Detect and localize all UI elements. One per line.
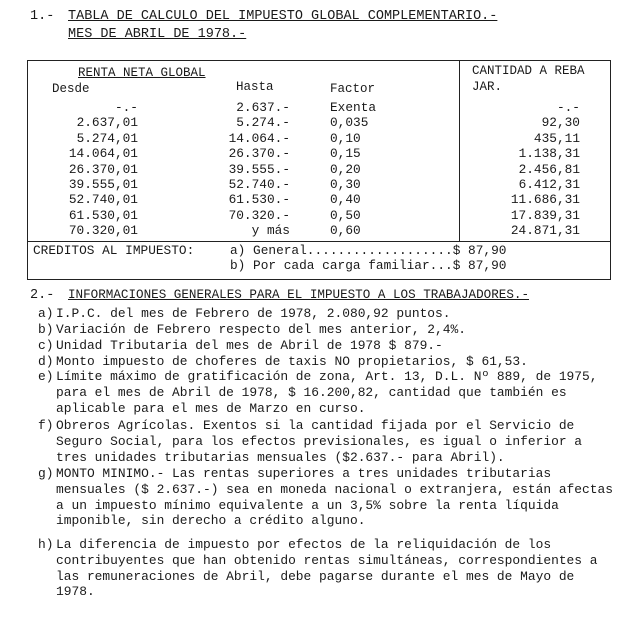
row-rebajar: 17.839,31 bbox=[510, 207, 580, 223]
info-item-text: Variación de Febrero respecto del mes anterior, 2,4%. bbox=[56, 322, 466, 337]
row-desde: 2.637,01 bbox=[76, 115, 138, 131]
section1-title-line2: MES DE ABRIL DE 1978.- bbox=[68, 27, 247, 42]
info-item-label: e) bbox=[38, 369, 54, 384]
row-rebajar: 1.138,31 bbox=[518, 146, 580, 162]
info-item-label: b) bbox=[38, 322, 54, 337]
row-hasta: 61.530.- bbox=[228, 192, 290, 208]
section1-title-line1: TABLA DE CALCULO DEL IMPUESTO GLOBAL COMPLEMENTARIO.- bbox=[68, 9, 498, 24]
info-item-label: c) bbox=[38, 338, 54, 353]
row-rebajar: 2.456,81 bbox=[518, 161, 580, 177]
row-hasta: 70.320.- bbox=[228, 207, 290, 223]
row-desde: 5.274,01 bbox=[76, 130, 138, 146]
info-item bbox=[38, 537, 618, 600]
row-rebajar: 11.686,31 bbox=[510, 192, 580, 208]
row-factor: 0,15 bbox=[330, 146, 361, 162]
row-factor: 0,035 bbox=[330, 115, 369, 131]
info-item bbox=[38, 418, 618, 465]
row-factor: 0,20 bbox=[330, 161, 361, 177]
row-desde: 39.555,01 bbox=[68, 177, 138, 192]
row-desde: 61.530,01 bbox=[68, 207, 138, 223]
row-rebajar: 435,11 bbox=[533, 130, 580, 146]
info-item bbox=[38, 369, 618, 416]
row-rebajar: 92,30 bbox=[541, 115, 580, 131]
row-factor: 0,40 bbox=[330, 192, 361, 208]
info-item-label: g) bbox=[38, 466, 54, 481]
info-item-text: Monto impuesto de choferes de taxis NO propietarios, $ 61,53. bbox=[56, 354, 528, 369]
credito-carga-familiar: b) Por cada carga familiar...$ 87,90 bbox=[230, 258, 507, 273]
info-item bbox=[38, 322, 618, 338]
row-hasta: 26.370.- bbox=[228, 146, 290, 162]
row-hasta: 2.637.- bbox=[236, 100, 290, 115]
row-factor: 0,10 bbox=[330, 130, 361, 146]
info-item bbox=[38, 306, 618, 322]
table-column-rule bbox=[459, 60, 460, 241]
section2-number: 2.- bbox=[30, 288, 55, 303]
credito-general: a) General...................$ 87,90 bbox=[230, 243, 507, 258]
table-right-rule bbox=[610, 60, 611, 280]
header-cantidad-rebajar-2: JAR. bbox=[472, 80, 503, 94]
info-item-text: La diferencia de impuesto por efectos de la reliquidación de los contribuyentes que han obtenido rentas simultáneas, correspondientes a las remuneraciones de Abril, debe pagarse durante el mes de Mayo de 1978. bbox=[56, 537, 598, 600]
info-item-text: Unidad Tributaria del mes de Abril de 1978 $ 879.- bbox=[56, 338, 443, 353]
table-top-rule bbox=[27, 60, 611, 61]
row-desde: -.- bbox=[114, 100, 138, 115]
header-hasta: Hasta bbox=[236, 80, 274, 94]
row-hasta: 52.740.- bbox=[228, 177, 290, 192]
header-cantidad-rebajar-1: CANTIDAD A REBA bbox=[472, 64, 585, 78]
creditos-label: CREDITOS AL IMPUESTO: bbox=[33, 243, 195, 258]
header-desde: Desde bbox=[52, 82, 90, 96]
header-factor: Factor bbox=[330, 82, 376, 96]
info-item-label: h) bbox=[38, 537, 54, 552]
row-desde: 70.320,01 bbox=[68, 223, 138, 239]
info-item-label: f) bbox=[38, 418, 54, 433]
table-bottom-rule bbox=[27, 279, 611, 280]
row-hasta: 5.274.- bbox=[236, 115, 290, 131]
info-item-text: Obreros Agrícolas. Exentos si la cantidad fijada por el Servicio de Seguro Social, para los efectos previsionales, es igual o inferior a tres unidades tributarias mensuales ($2.637.- para Abril). bbox=[56, 418, 583, 465]
row-rebajar: 6.412,31 bbox=[518, 177, 580, 192]
info-item bbox=[38, 466, 618, 529]
row-factor: 0,50 bbox=[330, 207, 361, 223]
row-hasta: 39.555.- bbox=[228, 161, 290, 177]
section1-number: 1.- bbox=[30, 9, 55, 24]
row-desde: 26.370,01 bbox=[68, 161, 138, 177]
info-item-label: a) bbox=[38, 306, 54, 321]
row-desde: 14.064,01 bbox=[68, 146, 138, 162]
row-factor: Exenta bbox=[330, 100, 377, 115]
header-renta-neta-global: RENTA NETA GLOBAL bbox=[78, 66, 206, 80]
info-item-text: I.P.C. del mes de Febrero de 1978, 2.080,92 puntos. bbox=[56, 306, 451, 321]
row-rebajar: -.- bbox=[556, 100, 580, 115]
row-desde: 52.740,01 bbox=[68, 192, 138, 208]
info-item-label: d) bbox=[38, 354, 54, 369]
info-item-text: Límite máximo de gratificación de zona, Art. 13, D.L. Nº 889, de 1975, para el mes de Abril de 1978, $ 16.200,82, cantidad que también es aplicable para el mes de Marzo en curso. bbox=[56, 369, 598, 416]
row-hasta: 14.064.- bbox=[228, 130, 290, 146]
row-factor: 0,30 bbox=[330, 177, 361, 192]
row-rebajar: 24.871,31 bbox=[510, 223, 580, 239]
table-left-rule bbox=[27, 60, 28, 280]
info-item-text: MONTO MINIMO.- Las rentas superiores a tres unidades tributarias mensuales ($ 2.637.-) sea en moneda nacional o extranjera, están afectas a un impuesto mínimo equivalente a un 3,5% sobre la renta líquida imponible, sin derecho a crédito alguno. bbox=[56, 466, 613, 529]
row-factor: 0,60 bbox=[330, 223, 361, 239]
row-hasta: y más bbox=[251, 223, 290, 239]
info-item bbox=[38, 354, 618, 370]
info-item bbox=[38, 338, 618, 354]
section2-title: INFORMACIONES GENERALES PARA EL IMPUESTO A LOS TRABAJADORES.- bbox=[68, 288, 530, 302]
